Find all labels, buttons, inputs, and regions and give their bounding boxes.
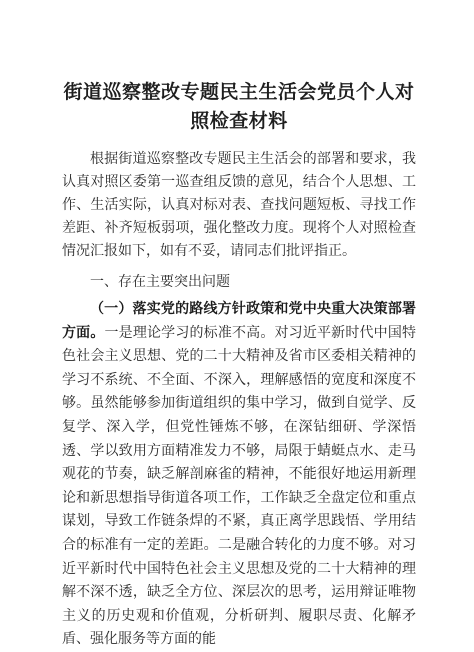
section-heading: 一、存在主要突出问题 <box>90 274 230 290</box>
subsection-heading: （一）落实党的路线方针政策和党中央重大决策部署方面。 <box>62 301 416 341</box>
document-title: 街道巡察整改专题民主生活会党员个人对照检查材料 <box>63 81 415 132</box>
subsection-paragraph <box>62 298 416 652</box>
subsection-body: 一是理论学习的标准不高。对习近平新时代中国特色社会主义思想、党的二十大精神及省市区委相关精神的学习不系统、不全面、不深入，理解感悟的宽度和深度不够。虽然能够参加街道组织的集中学习，做到自觉学、反复学、深入学，但党性锤炼不够，在深钻细研、学深悟透、学以致用方面精准发力不够，局限于蜻蜓点水、走马观花的节奏，缺乏解剖麻雀的精神，不能很好地运用新理论和新思想指导街道各项工作，工作缺乏全盘定位和重点谋划，导致工作链条焊的不紧，真正离学思践悟、学用结合的标准有一定的差距。二是融合转化的力度不够。对习近平新时代中国特色社会主义思想及党的二十大精神的理解不深不透，缺乏全方位、深层次的思考，运用辩证唯物主义的历史观和价值观，分析研判、履职尽责、化解矛盾、强化服务等方面的能 <box>62 324 416 648</box>
intro-paragraph: 根据街道巡察整改专题民主生活会的部署和要求，我认真对照区委第一巡查组反馈的意见，结合个人思想、工作、生活实际，认真对标对表、查找问题短板、寻找工作差距、补齐短板弱项，强化整改力度。现将个人对照检查情况汇报如下，如有不妥，请同志们批评指正。 <box>62 151 416 259</box>
